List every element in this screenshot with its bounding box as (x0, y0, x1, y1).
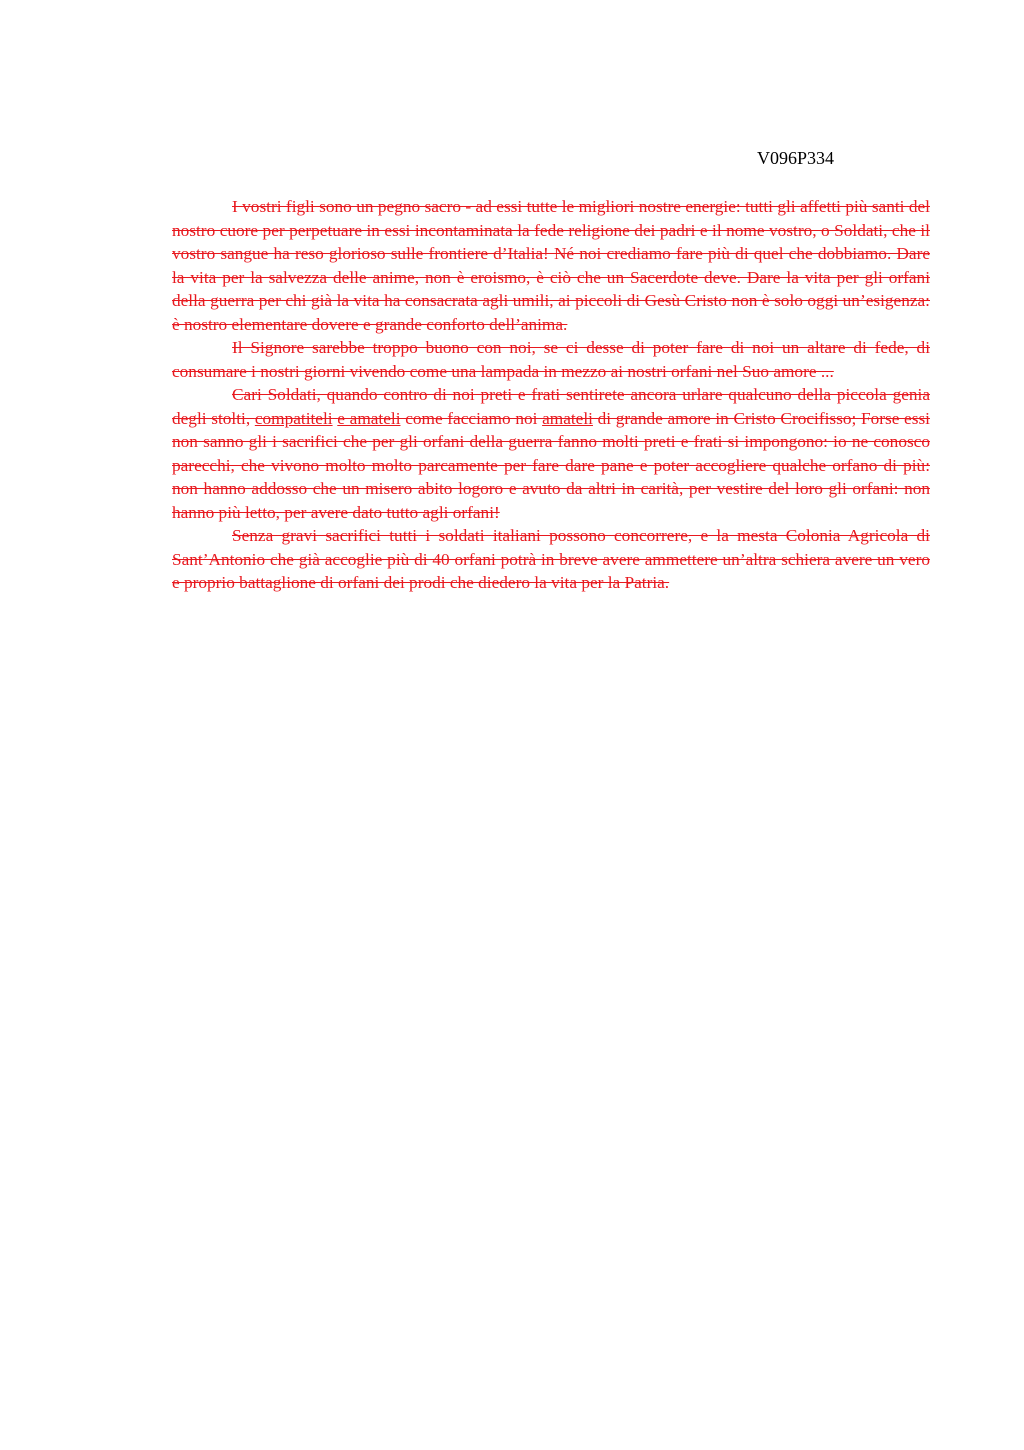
paragraph (172, 336, 930, 383)
paragraph-text: Senza gravi sacrifici tutti i soldati italiani possono concorrere, e la mesta Colonia Agricola di Sant’Antonio che già accoglie più di 40 orfani potrà in breve avere ammettere un’altra schiera avere un vero e proprio battaglione di orfani dei prodi che diedero la vita per la Patria. (172, 526, 930, 592)
paragraph-text: come facciamo noi (400, 408, 543, 428)
page-identifier: V096P334 (757, 148, 835, 168)
underlined-text: amateli (542, 408, 593, 428)
paragraph (172, 195, 930, 336)
underlined-text: e amateli (337, 408, 401, 428)
paragraph (172, 383, 930, 524)
paragraph-text: di grande amore in Cristo Crocifisso; Forse essi non sanno gli i sacrifici che per gli orfani della guerra fanno molti preti e frati si impongono: io ne conosco parecchi, che vivono molto molto parcamente per fare dare pane e poter accogliere qualche orfano di più: non hanno addosso che un misero abito logoro e avuto da altri in carità, per vestire del loro gli orfani: non hanno più letto, per avere dato tutto agli orfani! (172, 408, 930, 522)
paragraph (172, 524, 930, 595)
underlined-text: compatiteli (254, 408, 333, 428)
paragraph-text: I vostri figli sono un pegno sacro - ad essi tutte le migliori nostre energie: tutti gli affetti più santi del nostro cuore per perpetuare in essi incontaminata la fede religione dei padri e il nome vostro, o Soldati, che il vostro sangue ha reso glorioso sulle frontiere d’Italia! Né noi crediamo fare più di quel che dobbiamo. Dare la vita per la salvezza delle anime, non è eroismo, è ciò che un Sacerdote deve. Dare la vita per gli orfani della guerra per chi già la vita ha consacrata agli umili, ai piccoli di Gesù Cristo non è solo oggi un’esigenza: è nostro elementare dovere e grande conforto dell’anima. (172, 197, 930, 334)
paragraph-text: Cari Soldati, quando contro di noi preti e frati sentirete ancora urlare qualcuno della piccola genia degli stolti, (172, 385, 930, 428)
paragraph-text: Il Signore sarebbe troppo buono con noi, se ci desse di poter fare di noi un altare di fede, di consumare i nostri giorni vivendo come una lampada in mezzo ai nostri orfani nel Suo amore ... (172, 338, 930, 381)
document-body (172, 195, 930, 595)
